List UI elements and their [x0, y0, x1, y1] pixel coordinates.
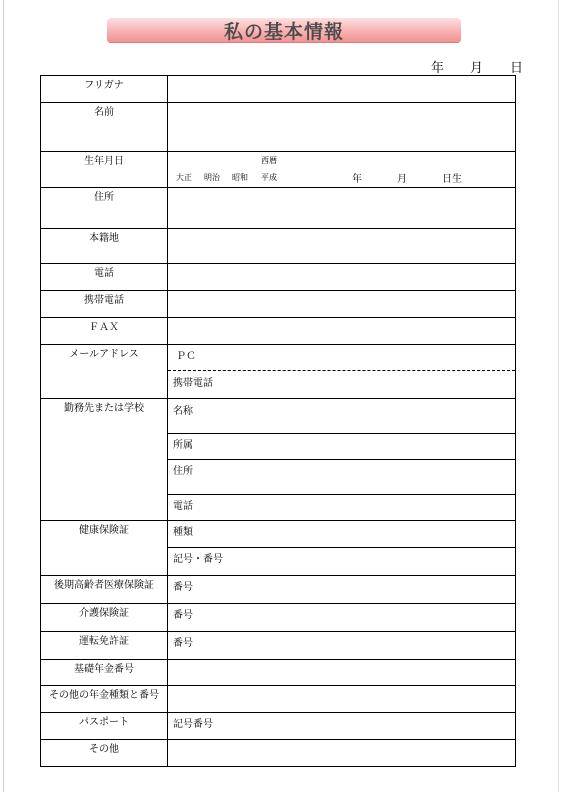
pension-label: 基礎年金番号 — [41, 660, 168, 686]
row-passport — [41, 713, 516, 740]
furigana-field[interactable] — [168, 76, 516, 103]
row-fax — [41, 318, 516, 345]
license-field[interactable] — [168, 632, 516, 660]
row-elderly — [41, 576, 516, 604]
birthdate-field[interactable] — [168, 152, 516, 188]
email-label: メールアドレス — [41, 345, 168, 399]
row-other — [41, 740, 516, 767]
row-pension — [41, 660, 516, 686]
health-type-label: 種類 — [173, 527, 193, 538]
work-divider-1 — [168, 433, 515, 434]
date-day-label: 日 — [510, 61, 524, 76]
care-field[interactable] — [168, 604, 516, 632]
name-field[interactable] — [168, 103, 516, 152]
basic-info-form — [40, 75, 516, 767]
row-honseki — [41, 229, 516, 264]
other-field[interactable] — [168, 740, 516, 767]
honseki-label: 本籍地 — [41, 229, 168, 264]
work-name-label: 名称 — [173, 406, 193, 417]
work-phone-label: 電話 — [173, 501, 193, 512]
email-mobile-label: 携帯電話 — [173, 378, 213, 389]
health-field[interactable] — [168, 521, 516, 576]
license-label: 運転免許証 — [41, 632, 168, 660]
passport-label: パスポート — [41, 713, 168, 740]
work-address-label: 住所 — [173, 466, 193, 477]
elderly-number-label: 番号 — [173, 582, 193, 593]
mobile-label: 携帯電話 — [41, 291, 168, 318]
work-label: 勤務先または学校 — [41, 399, 168, 521]
row-care — [41, 604, 516, 632]
row-other-pension — [41, 686, 516, 713]
other-pension-field[interactable] — [168, 686, 516, 713]
care-label: 介護保険証 — [41, 604, 168, 632]
page-border-right — [558, 0, 559, 792]
health-label: 健康保険証 — [41, 521, 168, 576]
fax-field[interactable] — [168, 318, 516, 345]
other-label: その他 — [41, 740, 168, 767]
passport-field[interactable] — [168, 713, 516, 740]
row-phone — [41, 264, 516, 291]
birthdate-label: 生年月日 — [41, 152, 168, 188]
address-label: 住所 — [41, 188, 168, 229]
work-divider-3 — [168, 494, 515, 495]
email-pc-label: ＰＣ — [176, 351, 196, 362]
honseki-field[interactable] — [168, 229, 516, 264]
row-work — [41, 399, 516, 521]
row-address — [41, 188, 516, 229]
care-number-label: 番号 — [173, 610, 193, 621]
health-divider — [168, 547, 515, 548]
page-border-left — [3, 0, 4, 792]
row-birthdate — [41, 152, 516, 188]
email-divider — [168, 370, 515, 371]
seireki-label: 西暦 — [261, 156, 277, 165]
name-label: 名前 — [41, 103, 168, 152]
work-divider-2 — [168, 459, 515, 460]
work-field[interactable] — [168, 399, 516, 521]
row-email — [41, 345, 516, 399]
era-taisho[interactable]: 大正 — [176, 173, 192, 182]
fax-label: ＦＡＸ — [41, 318, 168, 345]
birth-year-label: 年 — [352, 174, 362, 185]
page-title: 私の基本情報 — [223, 21, 344, 43]
furigana-label: フリガナ — [41, 76, 168, 103]
email-field[interactable] — [168, 345, 516, 399]
row-furigana — [41, 76, 516, 103]
row-license — [41, 632, 516, 660]
health-number-label: 記号・番号 — [173, 554, 223, 565]
era-meiji[interactable]: 明治 — [204, 173, 220, 182]
elderly-label: 後期高齢者医療保険証 — [41, 576, 168, 604]
work-dept-label: 所属 — [173, 440, 193, 451]
phone-label: 電話 — [41, 264, 168, 291]
pension-field[interactable] — [168, 660, 516, 686]
row-name — [41, 103, 516, 152]
birth-day-label: 日生 — [442, 174, 462, 185]
mobile-field[interactable] — [168, 291, 516, 318]
address-field[interactable] — [168, 188, 516, 229]
era-showa[interactable]: 昭和 — [232, 173, 248, 182]
row-mobile — [41, 291, 516, 318]
phone-field[interactable] — [168, 264, 516, 291]
era-heisei[interactable]: 平成 — [261, 173, 277, 182]
birth-month-label: 月 — [397, 174, 407, 185]
other-pension-label: その他の年金種類と番号 — [41, 686, 168, 713]
title-banner — [107, 18, 461, 43]
elderly-field[interactable] — [168, 576, 516, 604]
row-health — [41, 521, 516, 576]
date-year-label: 年 — [431, 61, 445, 76]
passport-number-label: 記号番号 — [173, 719, 213, 730]
date-month-label: 月 — [470, 61, 484, 76]
license-number-label: 番号 — [173, 638, 193, 649]
